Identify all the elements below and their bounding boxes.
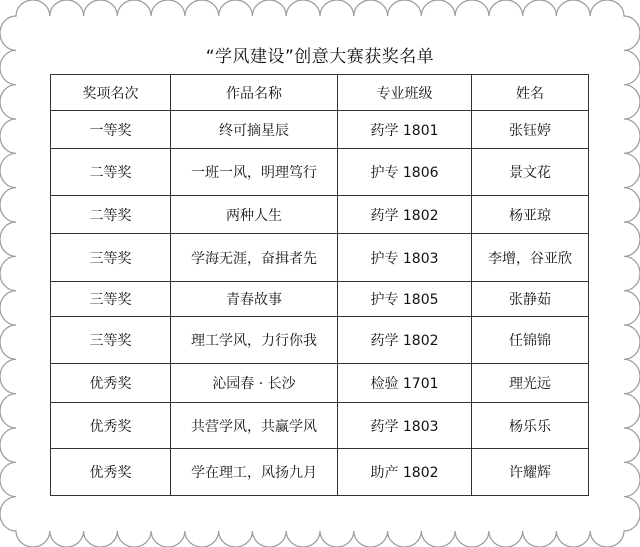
table-row <box>51 317 589 364</box>
cell-rank: 二等奖 <box>51 149 171 196</box>
cell-rank: 优秀奖 <box>51 449 171 496</box>
table-row <box>51 111 589 149</box>
cell-work: 共营学风，共赢学风 <box>171 403 338 449</box>
table-row <box>51 403 589 449</box>
cell-class: 药学 1802 <box>338 196 472 234</box>
cell-rank: 优秀奖 <box>51 364 171 403</box>
table-row <box>51 149 589 196</box>
table-row <box>51 364 589 403</box>
cell-class: 护专 1806 <box>338 149 472 196</box>
cell-class: 药学 1801 <box>338 111 472 149</box>
cell-name: 张静茹 <box>472 282 589 317</box>
cell-work: 学在理工，风扬九月 <box>171 449 338 496</box>
cell-class: 护专 1803 <box>338 234 472 282</box>
cell-rank: 一等奖 <box>51 111 171 149</box>
header-cell-class: 专业班级 <box>338 75 472 111</box>
cell-name: 许耀辉 <box>472 449 589 496</box>
header-cell-name: 姓名 <box>472 75 589 111</box>
page-title: “学风建设”创意大赛获奖名单 <box>205 47 435 67</box>
cell-work: 沁园春 · 长沙 <box>171 364 338 403</box>
cell-class: 助产 1802 <box>338 449 472 496</box>
cell-name: 张钰婷 <box>472 111 589 149</box>
cell-rank: 三等奖 <box>51 317 171 364</box>
table-row <box>51 196 589 234</box>
cell-rank: 优秀奖 <box>51 403 171 449</box>
cell-name: 理光远 <box>472 364 589 403</box>
cell-work: 终可摘星辰 <box>171 111 338 149</box>
cell-work: 一班一风，明理笃行 <box>171 149 338 196</box>
cell-rank: 三等奖 <box>51 234 171 282</box>
table-header-row <box>51 75 589 111</box>
cell-work: 学海无涯，奋揖者先 <box>171 234 338 282</box>
cell-class: 护专 1805 <box>338 282 472 317</box>
header-cell-rank: 奖项名次 <box>51 75 171 111</box>
header-cell-work: 作品名称 <box>171 75 338 111</box>
cell-name: 杨亚琼 <box>472 196 589 234</box>
cell-rank: 三等奖 <box>51 282 171 317</box>
cell-work: 两种人生 <box>171 196 338 234</box>
cell-work: 青春故事 <box>171 282 338 317</box>
cell-class: 检验 1701 <box>338 364 472 403</box>
award-table <box>50 74 589 496</box>
cell-class: 药学 1803 <box>338 403 472 449</box>
table-row <box>51 234 589 282</box>
cell-name: 任锦锦 <box>472 317 589 364</box>
cell-name: 李增，谷亚欣 <box>472 234 589 282</box>
cell-work: 理工学风，力行你我 <box>171 317 338 364</box>
cell-name: 杨乐乐 <box>472 403 589 449</box>
cell-class: 药学 1802 <box>338 317 472 364</box>
cell-name: 景文花 <box>472 149 589 196</box>
table-row <box>51 282 589 317</box>
table-row <box>51 449 589 496</box>
cell-rank: 二等奖 <box>51 196 171 234</box>
